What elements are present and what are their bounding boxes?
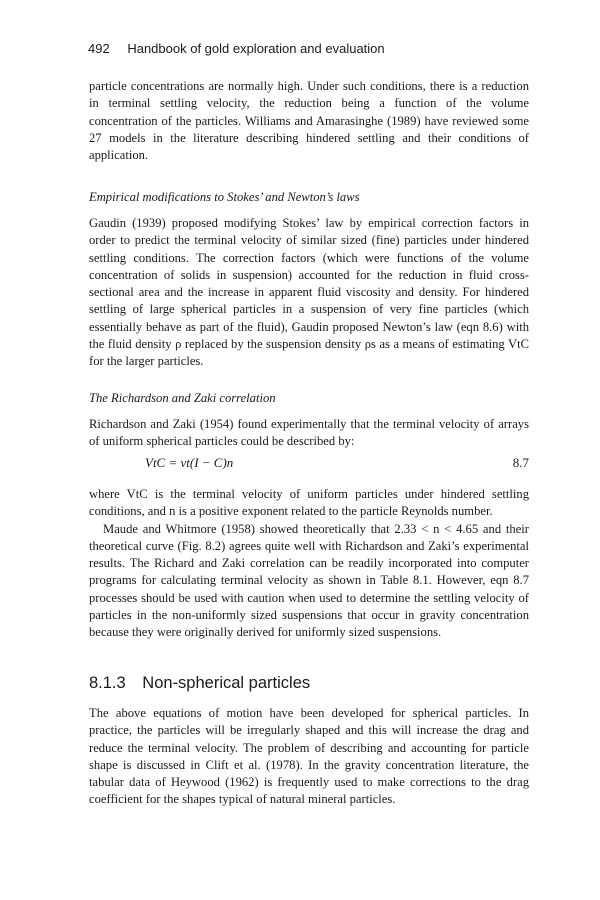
running-title: Handbook of gold exploration and evaluation [127, 41, 385, 56]
subheading-empirical-modifications: Empirical modifications to Stokes’ and Newton’s laws [89, 190, 360, 204]
richardson-body [89, 486, 529, 641]
paragraph-richardson-intro: Richardson and Zaki (1954) found experimentally that the terminal velocity of arrays of uniform spherical particles could be described by: [89, 417, 529, 449]
equation-number: 8.7 [512, 455, 529, 470]
intro-paragraph: particle concentrations are normally high. Under such conditions, there is a reduction in terminal settling velocity, the reduction being a function of the volume concentration of the particles. Williams and Amarasinghe (1989) have reviewed some 27 models in the literature describing hindered settling and their conditions of application. [89, 79, 529, 162]
subheading-richardson-zaki: The Richardson and Zaki correlation [89, 391, 276, 405]
section-number: 8.1.3 [89, 674, 126, 692]
section-heading-8-1-3 [89, 674, 310, 693]
paragraph-where: where VtC is the terminal velocity of uniform particles under hindered settling conditions, and n is a positive exponent related to the particle Reynolds number. [89, 487, 529, 519]
page-number: 492 [88, 41, 110, 56]
paragraph-non-spherical: The above equations of motion have been developed for spherical particles. In practice, the particles will be irregularly shaped and this will increase the drag and reduce the terminal velocity. The problem of describing and accounting for particle shape is discussed in Clift et al. (1978). In the gravity concentration literature, the tabular data of Heywood (1962) is frequently used to make corrections to the drag coefficient for the shapes typical of natural mineral particles. [89, 706, 529, 807]
running-header [88, 41, 385, 56]
section-title: Non-spherical particles [142, 674, 311, 692]
paragraph-gaudin: Gaudin (1939) proposed modifying Stokes’ law by empirical correction factors in order to predict the terminal velocity of similar sized (fine) particles under hindered settling conditions. The correction factors (which were functions of the volume concentration of solids in suspension) accounted for the reduction in fluid cross-sectional area and the increase in apparent fluid viscosity and density. For hindered settling of large spherical particles in a suspension of very fine particles (which essentially behave as part of the fluid), Gaudin proposed Newton’s law (eqn 8.6) with the fluid density ρ replaced by the suspension density ρs as a means of estimating VtC for the larger particles. [89, 216, 529, 368]
paragraph-maude-whitmore: Maude and Whitmore (1958) showed theoretically that 2.33 < n < 4.65 and their theoretical curve (Fig. 8.2) agrees quite well with Richardson and Zaki’s experimental results. The Richard and Zaki correlation can be readily incorporated into computer programs for calculating terminal velocity as shown in Table 8.1. However, eqn 8.7 processes should be used with caution when used to determine the settling velocity of particles in the non-uniformly sized suspensions that occur in gravity concentration because they were originally derived for uniformly sized suspensions. [89, 521, 529, 639]
equation-expression: VtC = vt(I − C)n [145, 455, 234, 470]
